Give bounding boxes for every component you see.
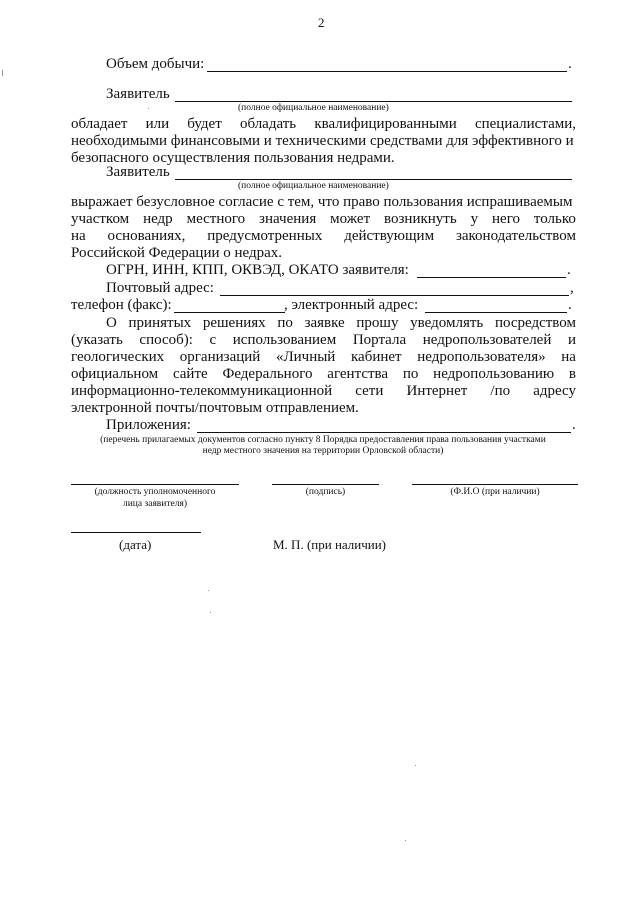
notify-line-1 (106, 315, 576, 332)
word: законодательством (455, 228, 576, 244)
consent-line-3 (71, 228, 576, 245)
name-line (412, 484, 578, 485)
scan-speck (415, 765, 416, 766)
ogrn-end: . (567, 262, 571, 278)
word: основаниях, (107, 228, 186, 244)
word: использованием (232, 332, 337, 348)
date-line (71, 532, 201, 533)
word: значения (259, 211, 317, 227)
position-caption: лица заявителя) (122, 499, 188, 509)
word: будет (187, 116, 222, 132)
applicant-paragraph-line-2: необходимыми финансовыми и техническими средствами для эффективного и (71, 133, 574, 149)
word: и (567, 332, 576, 348)
word: официальном (71, 366, 159, 382)
word: О (106, 315, 117, 331)
word: принятых (128, 315, 192, 331)
word: сайте (172, 366, 208, 382)
applicant-label: Заявитель (106, 164, 170, 180)
word: кабинет (350, 349, 402, 365)
scan-speck (405, 840, 406, 841)
word: «Личный (275, 349, 336, 365)
word: Интернет (406, 383, 468, 399)
consent-line-1: выражает безусловное согласие с тем, что право пользования испрашиваемым (71, 194, 573, 210)
word: или (145, 116, 170, 132)
applicant-name-caption: (полное официальное наименование) (238, 181, 389, 191)
word: способ): (139, 332, 193, 348)
attachments-label: Приложения: (106, 417, 191, 433)
word: возникнуть (384, 211, 457, 227)
word: по (277, 315, 293, 331)
notify-line-2 (71, 332, 576, 349)
email-blank-line (425, 312, 567, 313)
word: обладать (239, 116, 297, 132)
postal-end: , (570, 280, 574, 296)
word: предусмотренных (207, 228, 323, 244)
name-caption: (Ф.И.О (при наличии) (450, 487, 540, 497)
attachments-note: (перечень прилагаемых документов согласно пункту 8 Порядка предоставления права пользования участками (100, 435, 546, 445)
applicant-label: Заявитель (106, 86, 170, 102)
notify-line-6: электронной почты/почтовым отправлением. (71, 400, 359, 416)
attachments-note: недр местного значения на территории Орловской области) (202, 446, 444, 456)
consent-line-2 (71, 211, 576, 228)
word: с (209, 332, 217, 348)
volume-blank-line (207, 71, 567, 72)
attachments-end: . (572, 417, 576, 433)
word: обладает (71, 116, 128, 132)
word: адресу (533, 383, 576, 399)
word: Портала (352, 332, 407, 348)
date-caption: (дата) (119, 537, 152, 552)
word: квалифицированными (314, 116, 457, 132)
applicant-paragraph-line-3: безопасного осуществления пользования недрами. (71, 150, 395, 166)
word: может (330, 211, 371, 227)
word: на (71, 228, 86, 244)
volume-label: Объем добычи: (106, 56, 205, 72)
word: недропользованию (433, 366, 555, 382)
applicant-name-caption: (полное официальное наименование) (238, 103, 389, 113)
notify-line-3 (71, 349, 576, 366)
phone-label: телефон (факс): (71, 297, 172, 313)
phone-blank-line (174, 312, 285, 313)
word: недропользователя» (417, 349, 546, 365)
word: в (568, 366, 576, 382)
word: недропользователей (422, 332, 552, 348)
word: недр (143, 211, 173, 227)
word: местного (186, 211, 246, 227)
word: агентства (327, 366, 389, 382)
applicant-paragraph-line-1 (71, 116, 576, 133)
applicant-name-line (175, 179, 572, 180)
word: Федерального (222, 366, 313, 382)
word: заявке (304, 315, 345, 331)
attachments-blank-line (197, 432, 571, 433)
word: /по (490, 383, 511, 399)
email-label: , электронный адрес: (284, 297, 419, 313)
volume-end: . (568, 56, 572, 72)
applicant-name-line (175, 101, 572, 102)
word: прошу (356, 315, 399, 331)
consent-line-4: Российской Федерации о недрах. (71, 245, 283, 261)
word: на (561, 349, 576, 365)
ogrn-blank-line (417, 277, 566, 278)
notify-line-4 (71, 366, 576, 383)
word: организаций (179, 349, 261, 365)
contacts-end: . (568, 297, 572, 313)
word: решениях (202, 315, 266, 331)
scan-speck (148, 108, 149, 109)
scan-speck (210, 612, 211, 613)
signature-caption: (подпись) (305, 487, 346, 497)
word: только (533, 211, 576, 227)
word: участком (71, 211, 130, 227)
word: действующим (344, 228, 435, 244)
ogrn-label: ОГРН, ИНН, КПП, ОКВЭД, ОКАТО заявителя: (106, 262, 409, 278)
stamp-label: М. П. (при наличии) (273, 537, 387, 552)
scan-speck (208, 590, 209, 591)
word: у (470, 211, 479, 227)
position-caption: (должность уполномоченного (94, 487, 216, 497)
word: геологических (71, 349, 165, 365)
postal-label: Почтовый адрес: (106, 280, 214, 296)
word: уведомлять (410, 315, 484, 331)
scan-speck (2, 70, 3, 76)
word: посредством (494, 315, 576, 331)
page-number: 2 (318, 15, 325, 30)
postal-blank-line (220, 295, 569, 296)
position-line (71, 484, 239, 485)
signature-line (272, 484, 379, 485)
word: него (492, 211, 520, 227)
word: по (402, 366, 419, 382)
word: информационно-телекоммуникационной (71, 383, 333, 399)
notify-line-5 (71, 383, 576, 400)
word: (указать (71, 332, 123, 348)
word: специалистами, (474, 116, 576, 132)
word: сети (355, 383, 384, 399)
